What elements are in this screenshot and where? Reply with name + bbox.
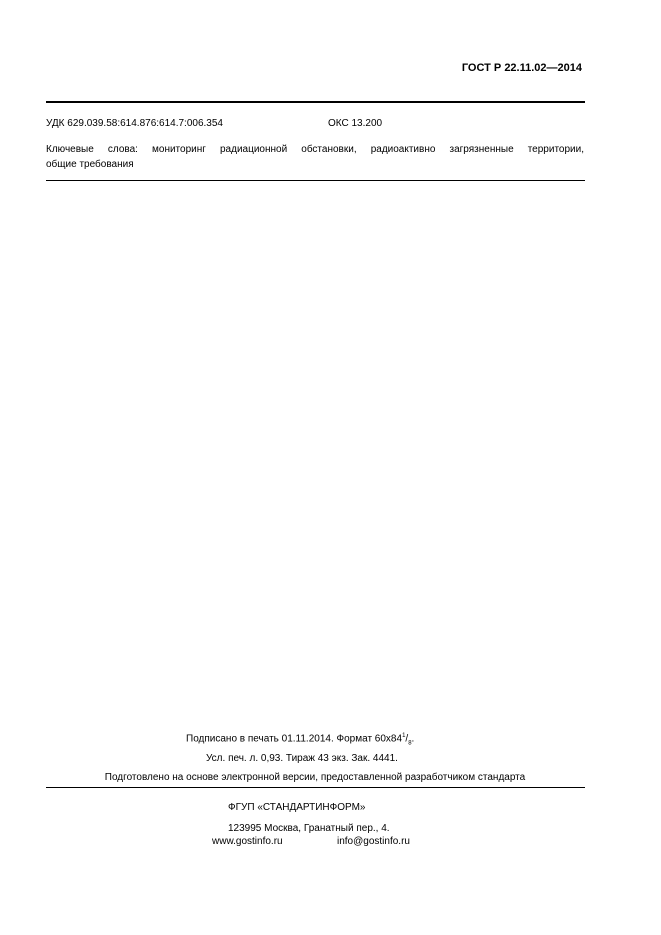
prepared-note: Подготовлено на основе электронной версии, предоставленной разработчиком стандарта	[104, 772, 526, 783]
keywords-divider	[46, 180, 585, 181]
publisher-address: 123995 Москва, Гранатный пер., 4.	[228, 823, 390, 834]
format-numerator: 1	[402, 733, 406, 739]
keywords-block	[46, 142, 584, 172]
signed-for-print: Подписано в печать 01.11.2014. Формат $60x84^1/_8$.	[186, 733, 415, 747]
udk-code: УДК 629.039.58:614.876:614.7:006.354	[46, 118, 223, 129]
top-divider	[46, 101, 585, 103]
keywords-line-1: Ключевые слова: мониторинг радиационной обстановки, радиоактивно загрязненные территории,	[46, 144, 584, 155]
format-denominator: 8	[408, 740, 412, 747]
keywords-line-2: общие требования	[46, 159, 134, 170]
oks-code: ОКС 13.200	[328, 118, 383, 129]
standard-code: ГОСТ Р 22.11.02—2014	[461, 62, 582, 74]
signed-end: .	[411, 733, 415, 745]
print-sheets-info: Усл. печ. л. 0,93. Тираж 43 экз. Зак. 4441.	[206, 753, 398, 764]
publisher-website-link[interactable]: www.gostinfo.ru	[212, 836, 283, 847]
signed-text: Подписано в печать 01.11.2014. Формат 60x84	[186, 733, 403, 745]
publisher-name: ФГУП «СТАНДАРТИНФОРМ»	[228, 802, 366, 813]
publisher-email-link[interactable]: info@gostinfo.ru	[337, 836, 410, 847]
imprint-divider	[46, 787, 585, 788]
